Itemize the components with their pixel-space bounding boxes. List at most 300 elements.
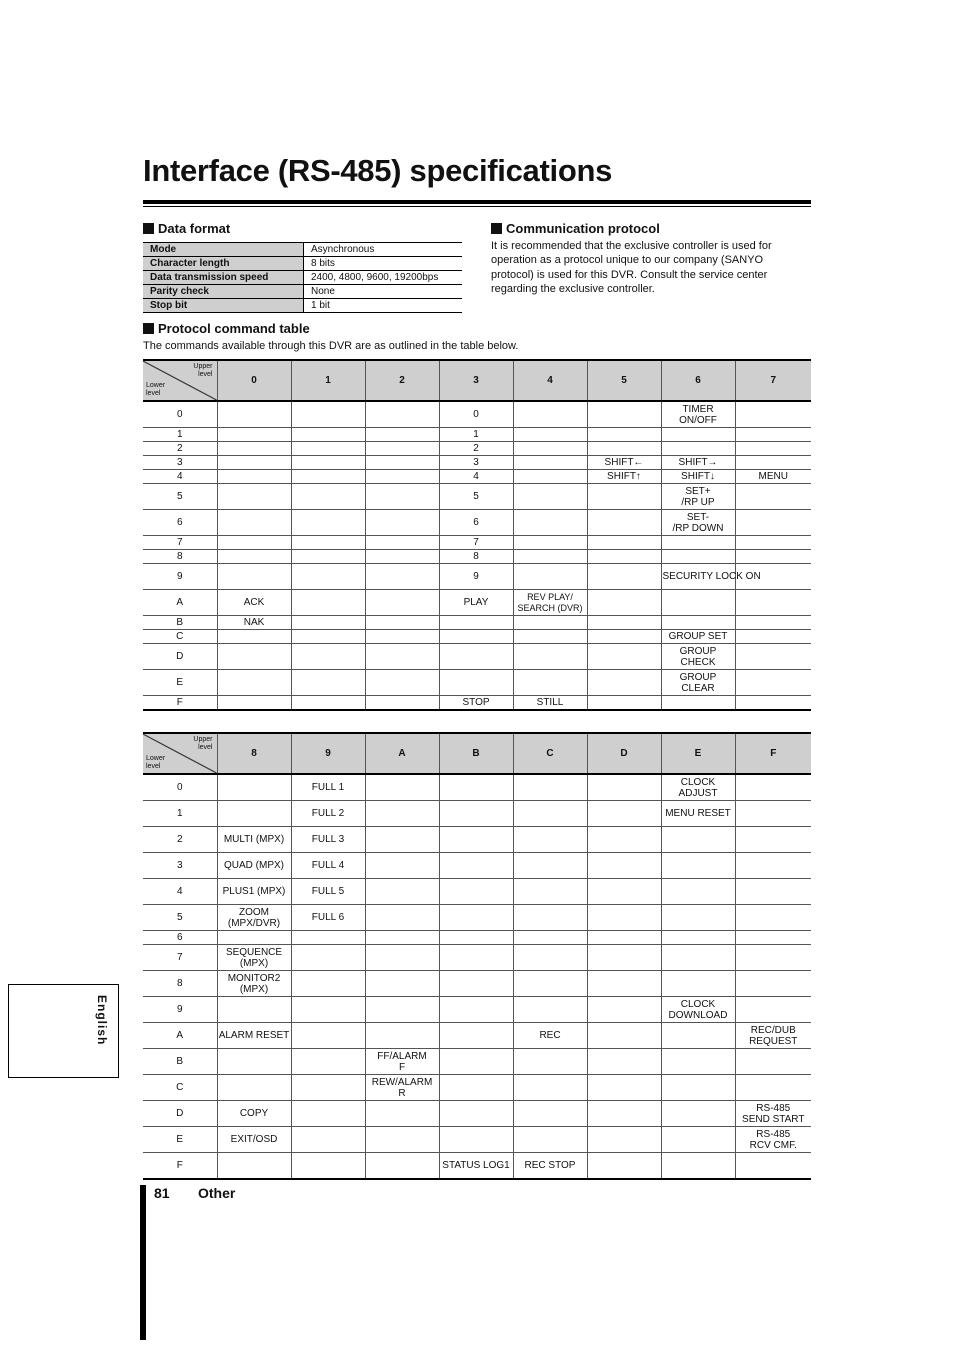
command-cell: GROUP SET bbox=[661, 630, 735, 644]
command-cell bbox=[587, 670, 661, 696]
table-corner-cell bbox=[143, 360, 217, 401]
command-cell: MONITOR2 (MPX) bbox=[217, 971, 291, 997]
title-rule bbox=[143, 200, 811, 204]
command-cell bbox=[513, 564, 587, 590]
command-cell bbox=[735, 536, 811, 550]
command-cell bbox=[587, 971, 661, 997]
table-row bbox=[143, 550, 811, 564]
table-row bbox=[143, 1101, 811, 1127]
command-cell bbox=[365, 564, 439, 590]
lower-level-cell: 8 bbox=[143, 971, 217, 997]
command-cell: FULL 1 bbox=[291, 774, 365, 801]
section-square-icon bbox=[491, 223, 502, 234]
command-table-upper-8-f bbox=[143, 732, 811, 1180]
command-cell bbox=[735, 510, 811, 536]
lower-level-cell: 2 bbox=[143, 442, 217, 456]
command-cell bbox=[735, 774, 811, 801]
data-format-heading bbox=[143, 221, 230, 236]
command-cell bbox=[439, 616, 513, 630]
command-cell bbox=[735, 905, 811, 931]
page-number: 81 bbox=[154, 1185, 170, 1201]
command-cell: SHIFT↓ bbox=[661, 470, 735, 484]
command-cell bbox=[365, 616, 439, 630]
command-cell: RS-485 SEND START bbox=[735, 1101, 811, 1127]
command-cell bbox=[513, 1101, 587, 1127]
command-cell bbox=[439, 774, 513, 801]
command-cell: 0 bbox=[439, 401, 513, 428]
command-cell bbox=[513, 1049, 587, 1075]
command-cell: STILL bbox=[513, 696, 587, 711]
command-cell bbox=[587, 630, 661, 644]
command-cell bbox=[735, 456, 811, 470]
section-square-icon bbox=[143, 223, 154, 234]
command-cell bbox=[513, 879, 587, 905]
command-cell: FULL 5 bbox=[291, 879, 365, 905]
upper-level-header: D bbox=[587, 733, 661, 774]
command-cell: COPY bbox=[217, 1101, 291, 1127]
command-cell: REC/DUB REQUEST bbox=[735, 1023, 811, 1049]
command-cell bbox=[735, 853, 811, 879]
command-cell: 7 bbox=[439, 536, 513, 550]
command-cell bbox=[291, 564, 365, 590]
command-cell bbox=[439, 827, 513, 853]
command-cell bbox=[587, 644, 661, 670]
command-cell bbox=[439, 1075, 513, 1101]
command-table-upper-0-7 bbox=[143, 359, 811, 711]
command-cell bbox=[439, 931, 513, 945]
command-cell bbox=[291, 401, 365, 428]
page-title: Interface (RS-485) specifications bbox=[143, 153, 613, 188]
command-cell: 4 bbox=[439, 470, 513, 484]
command-cell bbox=[513, 931, 587, 945]
command-cell bbox=[661, 905, 735, 931]
command-cell: 6 bbox=[439, 510, 513, 536]
command-cell bbox=[587, 879, 661, 905]
lower-level-cell: F bbox=[143, 1153, 217, 1180]
command-cell bbox=[587, 564, 661, 590]
command-cell: RS-485 RCV CMF. bbox=[735, 1127, 811, 1153]
command-cell: STOP bbox=[439, 696, 513, 711]
data-format-label: Parity check bbox=[143, 285, 304, 299]
table-row bbox=[143, 1153, 811, 1180]
command-cell bbox=[513, 616, 587, 630]
data-format-value: 2400, 4800, 9600, 19200bps bbox=[304, 271, 463, 285]
lower-level-cell: 4 bbox=[143, 470, 217, 484]
upper-level-header: 7 bbox=[735, 360, 811, 401]
table-row bbox=[143, 564, 811, 590]
command-cell bbox=[217, 428, 291, 442]
command-cell bbox=[439, 1127, 513, 1153]
command-cell bbox=[291, 616, 365, 630]
command-cell bbox=[513, 853, 587, 879]
command-cell bbox=[513, 997, 587, 1023]
command-cell: 1 bbox=[439, 428, 513, 442]
lower-level-cell: E bbox=[143, 1127, 217, 1153]
command-cell bbox=[291, 1075, 365, 1101]
section-square-icon bbox=[143, 323, 154, 334]
command-cell bbox=[217, 442, 291, 456]
command-cell bbox=[365, 590, 439, 616]
command-cell bbox=[587, 774, 661, 801]
corner-lower-label: Lower level bbox=[146, 755, 166, 770]
command-cell bbox=[365, 1101, 439, 1127]
command-cell bbox=[217, 510, 291, 536]
command-cell: 8 bbox=[439, 550, 513, 564]
command-cell: CLOCK DOWNLOAD bbox=[661, 997, 735, 1023]
table-row bbox=[143, 670, 811, 696]
table-row bbox=[143, 590, 811, 616]
command-cell bbox=[735, 879, 811, 905]
command-cell bbox=[217, 774, 291, 801]
command-cell bbox=[365, 879, 439, 905]
command-cell bbox=[587, 1049, 661, 1075]
command-cell bbox=[291, 428, 365, 442]
command-cell: QUAD (MPX) bbox=[217, 853, 291, 879]
upper-level-header: A bbox=[365, 733, 439, 774]
command-cell bbox=[291, 1127, 365, 1153]
command-cell bbox=[513, 456, 587, 470]
command-cell bbox=[291, 644, 365, 670]
lower-level-cell: 3 bbox=[143, 853, 217, 879]
command-cell bbox=[735, 971, 811, 997]
command-cell: STATUS LOG1 bbox=[439, 1153, 513, 1180]
command-cell: ALARM RESET bbox=[217, 1023, 291, 1049]
command-cell bbox=[513, 442, 587, 456]
table-row bbox=[143, 401, 811, 428]
command-cell: 2 bbox=[439, 442, 513, 456]
upper-level-header: 6 bbox=[661, 360, 735, 401]
command-cell bbox=[365, 484, 439, 510]
data-format-value: Asynchronous bbox=[304, 243, 463, 257]
upper-level-header: 4 bbox=[513, 360, 587, 401]
command-cell bbox=[217, 630, 291, 644]
data-format-label: Data transmission speed bbox=[143, 271, 304, 285]
command-cell: FULL 3 bbox=[291, 827, 365, 853]
table-row bbox=[143, 470, 811, 484]
lower-level-cell: A bbox=[143, 1023, 217, 1049]
command-cell bbox=[365, 945, 439, 971]
command-cell bbox=[291, 997, 365, 1023]
command-cell bbox=[217, 470, 291, 484]
table-row bbox=[143, 299, 462, 313]
data-format-value: None bbox=[304, 285, 463, 299]
command-cell bbox=[661, 827, 735, 853]
command-cell bbox=[291, 630, 365, 644]
command-cell bbox=[217, 644, 291, 670]
command-cell bbox=[735, 616, 811, 630]
lower-level-cell: 2 bbox=[143, 827, 217, 853]
communication-protocol-heading-text: Communication protocol bbox=[506, 221, 660, 236]
table-corner-cell bbox=[143, 733, 217, 774]
command-cell bbox=[365, 536, 439, 550]
language-tab bbox=[8, 984, 119, 1078]
command-cell bbox=[513, 1127, 587, 1153]
command-cell bbox=[513, 774, 587, 801]
lower-level-cell: 6 bbox=[143, 510, 217, 536]
command-cell: FULL 4 bbox=[291, 853, 365, 879]
command-cell bbox=[365, 470, 439, 484]
command-cell bbox=[291, 456, 365, 470]
command-cell bbox=[365, 428, 439, 442]
command-cell: ACK bbox=[217, 590, 291, 616]
command-cell bbox=[735, 931, 811, 945]
command-cell bbox=[661, 1049, 735, 1075]
command-cell bbox=[661, 853, 735, 879]
table-row bbox=[143, 484, 811, 510]
command-cell bbox=[217, 536, 291, 550]
command-cell bbox=[365, 1153, 439, 1180]
table-row bbox=[143, 827, 811, 853]
command-cell bbox=[291, 945, 365, 971]
command-cell bbox=[661, 590, 735, 616]
command-cell bbox=[735, 630, 811, 644]
command-cell bbox=[735, 1153, 811, 1180]
table-row bbox=[143, 442, 811, 456]
upper-level-header: 3 bbox=[439, 360, 513, 401]
command-cell bbox=[587, 1075, 661, 1101]
command-cell bbox=[587, 905, 661, 931]
command-cell bbox=[587, 801, 661, 827]
page-section: Other bbox=[198, 1185, 236, 1201]
lower-level-cell: 0 bbox=[143, 774, 217, 801]
command-cell bbox=[513, 550, 587, 564]
data-format-label: Stop bit bbox=[143, 299, 304, 313]
command-cell bbox=[291, 931, 365, 945]
command-cell bbox=[587, 1101, 661, 1127]
command-cell bbox=[217, 801, 291, 827]
command-cell bbox=[587, 696, 661, 711]
command-cell bbox=[735, 670, 811, 696]
command-cell bbox=[217, 1049, 291, 1075]
table-row bbox=[143, 271, 462, 285]
command-cell bbox=[365, 550, 439, 564]
command-cell bbox=[365, 801, 439, 827]
command-cell bbox=[365, 931, 439, 945]
command-cell: REC bbox=[513, 1023, 587, 1049]
command-cell bbox=[587, 1127, 661, 1153]
command-cell bbox=[217, 1153, 291, 1180]
command-cell: NAK bbox=[217, 616, 291, 630]
command-cell: MENU RESET bbox=[661, 801, 735, 827]
lower-level-cell: 5 bbox=[143, 905, 217, 931]
table-row bbox=[143, 971, 811, 997]
table-row bbox=[143, 853, 811, 879]
command-cell bbox=[587, 510, 661, 536]
lower-level-cell: 5 bbox=[143, 484, 217, 510]
command-cell bbox=[735, 1075, 811, 1101]
command-cell bbox=[291, 510, 365, 536]
command-cell bbox=[735, 696, 811, 711]
table-row bbox=[143, 257, 462, 271]
command-cell: FF/ALARM F bbox=[365, 1049, 439, 1075]
lower-level-cell: 9 bbox=[143, 997, 217, 1023]
command-cell bbox=[587, 945, 661, 971]
command-cell bbox=[587, 401, 661, 428]
header-row bbox=[143, 733, 811, 774]
lower-level-cell: 1 bbox=[143, 428, 217, 442]
upper-level-header: 9 bbox=[291, 733, 365, 774]
table-row bbox=[143, 243, 462, 257]
command-cell bbox=[365, 1023, 439, 1049]
command-cell bbox=[587, 997, 661, 1023]
lower-level-cell: C bbox=[143, 1075, 217, 1101]
command-cell bbox=[365, 456, 439, 470]
command-cell: FULL 2 bbox=[291, 801, 365, 827]
command-cell bbox=[513, 484, 587, 510]
data-format-value: 1 bit bbox=[304, 299, 463, 313]
command-cell: EXIT/OSD bbox=[217, 1127, 291, 1153]
command-cell bbox=[735, 945, 811, 971]
table-row bbox=[143, 644, 811, 670]
command-cell bbox=[365, 853, 439, 879]
command-cell: PLAY bbox=[439, 590, 513, 616]
command-cell bbox=[587, 616, 661, 630]
command-cell: GROUP CLEAR bbox=[661, 670, 735, 696]
command-cell bbox=[217, 564, 291, 590]
lower-level-cell: 7 bbox=[143, 536, 217, 550]
command-cell bbox=[291, 1153, 365, 1180]
table-row bbox=[143, 1127, 811, 1153]
lower-level-cell: B bbox=[143, 1049, 217, 1075]
command-cell: SET+ /RP UP bbox=[661, 484, 735, 510]
command-cell bbox=[217, 670, 291, 696]
lower-level-cell: A bbox=[143, 590, 217, 616]
command-cell bbox=[735, 401, 811, 428]
table-row bbox=[143, 536, 811, 550]
command-cell bbox=[735, 997, 811, 1023]
command-cell bbox=[439, 630, 513, 644]
data-format-heading-text: Data format bbox=[158, 221, 231, 236]
corner-lower-label: Lower level bbox=[146, 382, 166, 397]
lower-level-cell: 1 bbox=[143, 801, 217, 827]
command-cell bbox=[735, 442, 811, 456]
command-cell: TIMER ON/OFF bbox=[661, 401, 735, 428]
command-cell bbox=[513, 801, 587, 827]
command-cell bbox=[217, 456, 291, 470]
lower-level-cell: E bbox=[143, 670, 217, 696]
command-cell bbox=[365, 1127, 439, 1153]
table-row bbox=[143, 801, 811, 827]
command-cell bbox=[365, 827, 439, 853]
upper-level-header: B bbox=[439, 733, 513, 774]
lower-level-cell: 3 bbox=[143, 456, 217, 470]
command-cell bbox=[217, 696, 291, 711]
table-row bbox=[143, 1023, 811, 1049]
upper-level-header: 5 bbox=[587, 360, 661, 401]
command-cell: FULL 6 bbox=[291, 905, 365, 931]
command-cell bbox=[513, 670, 587, 696]
command-cell bbox=[735, 827, 811, 853]
command-cell bbox=[513, 428, 587, 442]
upper-level-header: 8 bbox=[217, 733, 291, 774]
upper-level-header: 0 bbox=[217, 360, 291, 401]
command-cell bbox=[661, 616, 735, 630]
data-format-table bbox=[143, 242, 462, 313]
command-cell bbox=[587, 827, 661, 853]
command-cell bbox=[661, 1153, 735, 1180]
command-cell bbox=[291, 470, 365, 484]
command-cell bbox=[735, 801, 811, 827]
header-row bbox=[143, 360, 811, 401]
lower-level-cell: 8 bbox=[143, 550, 217, 564]
command-cell: PLUS1 (MPX) bbox=[217, 879, 291, 905]
command-cell bbox=[291, 1023, 365, 1049]
command-cell bbox=[661, 428, 735, 442]
table-row bbox=[143, 931, 811, 945]
command-cell bbox=[513, 401, 587, 428]
command-cell bbox=[587, 1153, 661, 1180]
command-cell bbox=[735, 1049, 811, 1075]
command-cell bbox=[587, 550, 661, 564]
command-cell bbox=[291, 971, 365, 997]
command-cell bbox=[661, 879, 735, 905]
command-cell bbox=[513, 905, 587, 931]
command-cell bbox=[661, 550, 735, 564]
command-cell bbox=[217, 1075, 291, 1101]
command-cell bbox=[291, 696, 365, 711]
command-cell bbox=[661, 1075, 735, 1101]
table-row bbox=[143, 696, 811, 711]
command-cell: CLOCK ADJUST bbox=[661, 774, 735, 801]
command-cell bbox=[513, 971, 587, 997]
table-row bbox=[143, 905, 811, 931]
command-cell bbox=[365, 696, 439, 711]
lower-level-cell: D bbox=[143, 1101, 217, 1127]
footer-bar bbox=[140, 1185, 146, 1340]
command-cell bbox=[513, 470, 587, 484]
command-cell bbox=[661, 696, 735, 711]
command-cell bbox=[217, 997, 291, 1023]
command-cell bbox=[513, 1075, 587, 1101]
command-cell bbox=[291, 1049, 365, 1075]
command-cell bbox=[735, 428, 811, 442]
command-cell: REC STOP bbox=[513, 1153, 587, 1180]
table-row bbox=[143, 456, 811, 470]
command-cell bbox=[365, 774, 439, 801]
language-tab-label: English bbox=[95, 995, 109, 1046]
command-cell: 5 bbox=[439, 484, 513, 510]
command-cell bbox=[439, 801, 513, 827]
command-cell bbox=[439, 853, 513, 879]
data-format-label: Character length bbox=[143, 257, 304, 271]
command-cell bbox=[439, 997, 513, 1023]
command-cell bbox=[291, 442, 365, 456]
command-cell: SECURITY LOCK ON bbox=[661, 564, 735, 590]
upper-level-header: E bbox=[661, 733, 735, 774]
command-cell bbox=[661, 442, 735, 456]
command-cell bbox=[291, 1101, 365, 1127]
lower-level-cell: 6 bbox=[143, 931, 217, 945]
command-cell bbox=[291, 484, 365, 510]
command-cell bbox=[587, 442, 661, 456]
title-rule-thin bbox=[143, 206, 811, 207]
command-cell bbox=[513, 536, 587, 550]
command-cell: REV PLAY/ SEARCH (DVR) bbox=[513, 590, 587, 616]
communication-protocol-heading bbox=[491, 221, 660, 236]
command-cell bbox=[661, 536, 735, 550]
command-cell bbox=[587, 484, 661, 510]
command-cell bbox=[587, 1023, 661, 1049]
command-cell bbox=[587, 853, 661, 879]
command-cell bbox=[513, 630, 587, 644]
protocol-command-heading-text: Protocol command table bbox=[158, 321, 310, 336]
command-cell: MULTI (MPX) bbox=[217, 827, 291, 853]
command-cell: 3 bbox=[439, 456, 513, 470]
command-cell bbox=[365, 442, 439, 456]
table-row bbox=[143, 997, 811, 1023]
upper-level-header: 2 bbox=[365, 360, 439, 401]
corner-upper-label: Upper level bbox=[193, 736, 213, 751]
